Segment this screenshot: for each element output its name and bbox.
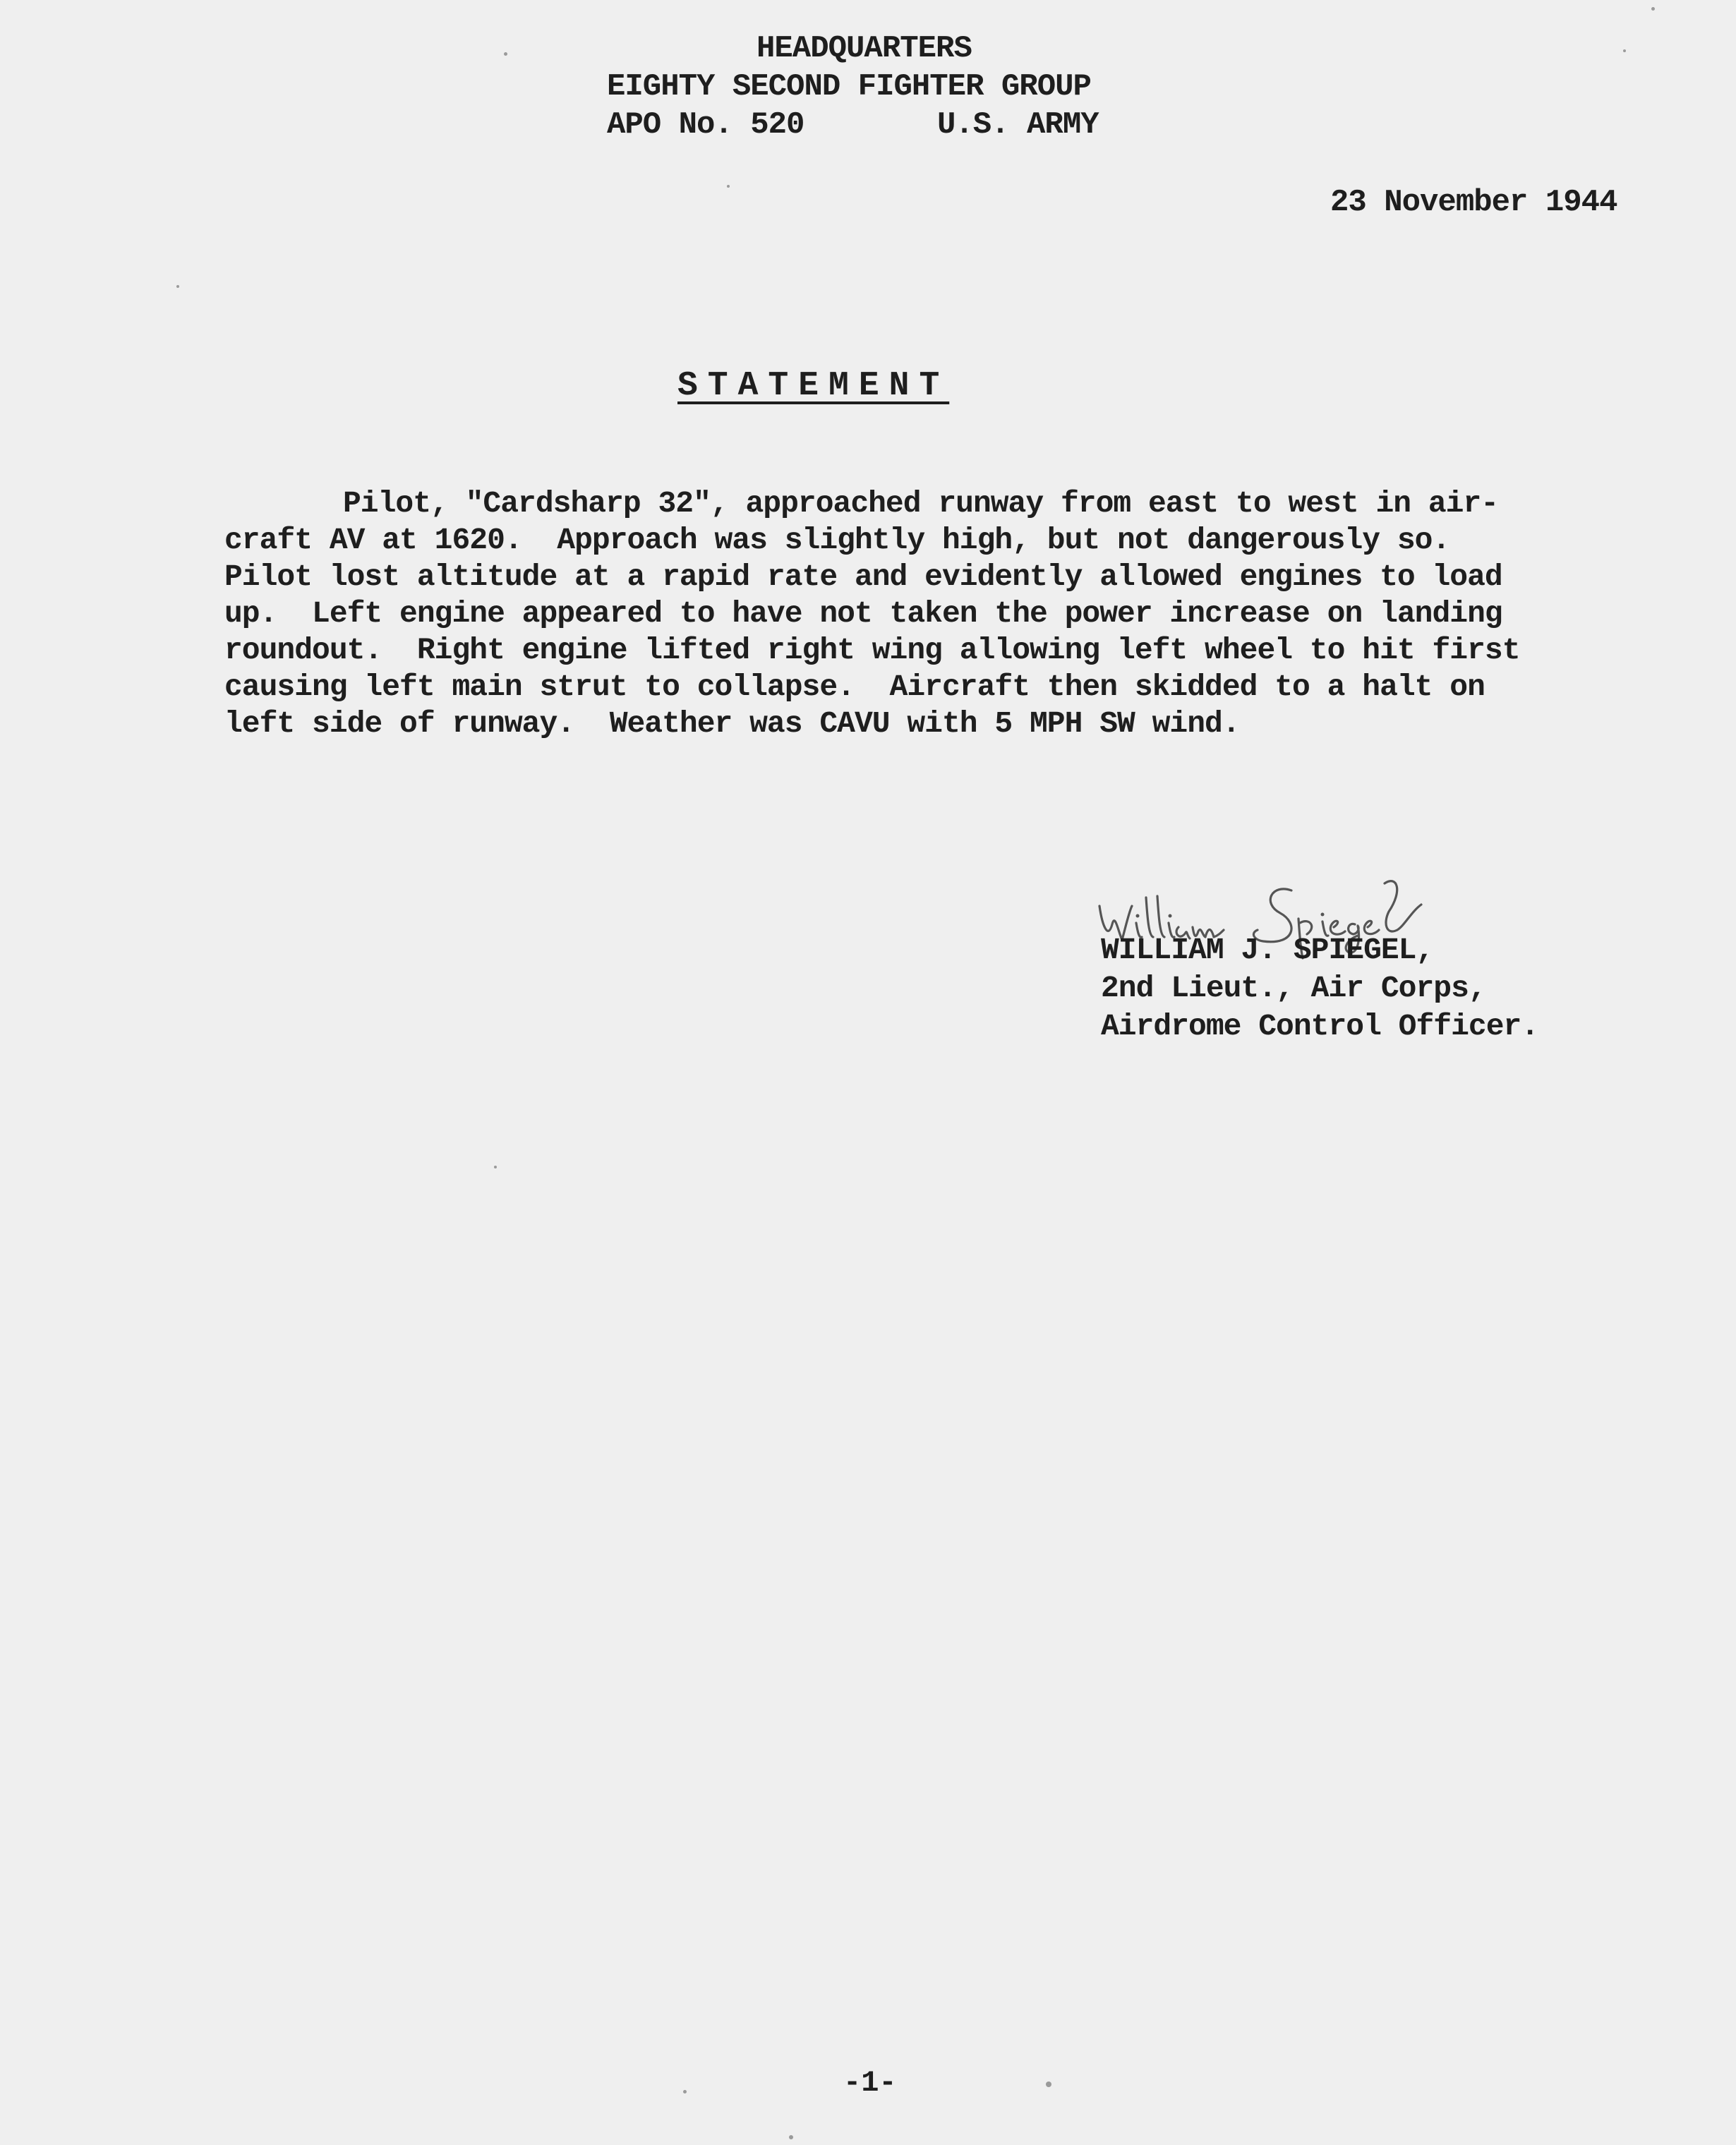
- scan-speck: [1623, 49, 1626, 52]
- document-title: STATEMENT: [677, 367, 950, 405]
- body-line: roundout. Right engine lifted right wing allowing left wheel to hit first: [224, 633, 1520, 667]
- body-line: causing left main strut to collapse. Aircraft then skidded to a halt on: [224, 670, 1485, 704]
- scan-speck: [494, 1166, 497, 1168]
- signature-block: [1101, 931, 1538, 1046]
- scan-speck: [727, 185, 730, 188]
- signatory-rank: 2nd Lieut., Air Corps,: [1101, 971, 1486, 1005]
- scan-speck: [1651, 7, 1655, 11]
- body-line: left side of runway. Weather was CAVU with 5 MPH SW wind.: [224, 706, 1240, 741]
- letterhead-headquarters: HEADQUARTERS: [757, 31, 972, 66]
- body-line: Pilot, "Cardsharp 32", approached runway from east to west in air-: [343, 486, 1499, 521]
- scan-speck: [789, 2135, 793, 2139]
- scan-speck: [176, 285, 179, 288]
- body-line: Pilot lost altitude at a rapid rate and evidently allowed engines to load: [224, 560, 1502, 594]
- document-date: 23 November 1944: [1330, 185, 1617, 220]
- statement-body: [224, 485, 1622, 742]
- letterhead-address: [607, 106, 1143, 144]
- body-line: craft AV at 1620. Approach was slightly high, but not dangerously so.: [224, 523, 1450, 557]
- page-number: -1-: [843, 2066, 897, 2100]
- letterhead: [607, 30, 1143, 144]
- letterhead-army: U.S. ARMY: [937, 107, 1099, 143]
- body-line: up. Left engine appeared to have not taken the power increase on landing: [224, 596, 1502, 631]
- scan-speck: [683, 2090, 687, 2093]
- scan-speck: [504, 52, 507, 56]
- letterhead-apo: APO No. 520: [607, 107, 804, 143]
- signatory-name: WILLIAM J. SPIEGEL,: [1101, 933, 1434, 967]
- signatory-title: Airdrome Control Officer.: [1101, 1009, 1539, 1044]
- letterhead-unit: EIGHTY SECOND FIGHTER GROUP: [607, 69, 1091, 104]
- scan-speck: [1046, 2081, 1051, 2087]
